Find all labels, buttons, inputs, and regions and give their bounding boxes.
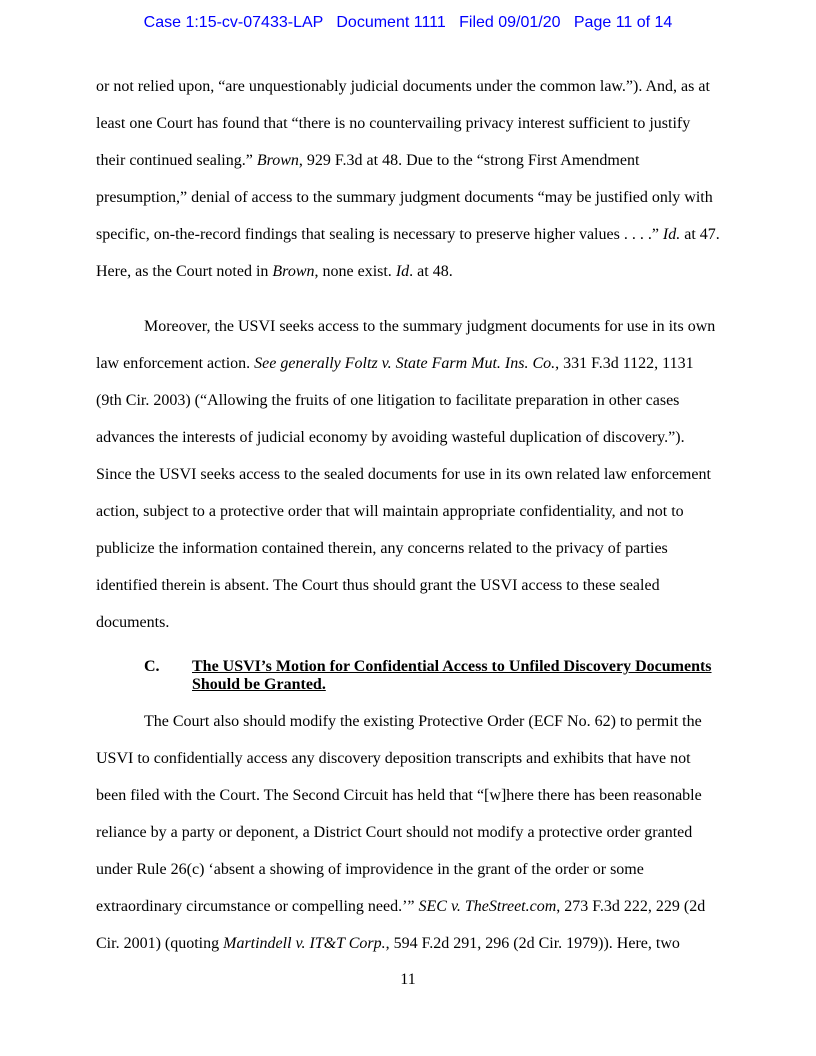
text-line [96, 142, 720, 179]
section-title-line: Should be Granted. [192, 676, 326, 693]
text-segment: law enforcement action. [96, 355, 255, 372]
case-citation: Brown [272, 263, 315, 280]
paragraph-3 [96, 703, 720, 962]
filed-date: Filed 09/01/20 [459, 14, 561, 31]
text-line [96, 253, 720, 290]
text-line: Since the USVI seeks access to the sealed documents for use in its own related law enforcement [96, 466, 711, 483]
text-line: advances the interests of judicial economy by avoiding wasteful duplication of discovery.”). [96, 429, 685, 446]
text-segment: , none exist. [314, 263, 396, 280]
text-line: or not relied upon, “are unquestionably judicial documents under the common law.”). And, as at [96, 78, 710, 95]
text-line [96, 925, 720, 962]
text-segment: Cir. 2001) (quoting [96, 935, 224, 952]
text-segment: , 331 F.3d 1122, 1131 [555, 355, 694, 372]
text-segment: , 594 F.2d 291, 296 (2d Cir. 1979)). Here, two [385, 935, 680, 952]
text-line: reliance by a party or deponent, a District Court should not modify a protective order granted [96, 824, 693, 841]
case-citation: SEC v. TheStreet.com [418, 898, 557, 915]
text-segment: specific, on-the-record findings that sealing is necessary to preserve higher values . . . .” [96, 226, 659, 243]
text-line: Moreover, the USVI seeks access to the summary judgment documents for use in its own [144, 318, 716, 335]
text-line: (9th Cir. 2003) (“Allowing the fruits of one litigation to facilitate preparation in other cases [96, 392, 680, 409]
case-citation: Id [395, 263, 410, 280]
paragraph-2 [96, 308, 720, 641]
text-line: under Rule 26(c) ‘absent a showing of improvidence in the grant of the order or some [96, 861, 644, 878]
case-citation: Martindell v. IT&T Corp. [223, 935, 386, 952]
document-number: Document 1111 [336, 14, 446, 31]
text-segment: their continued sealing.” [96, 152, 253, 169]
case-citation: Id. [662, 226, 681, 243]
text-segment: , 273 F.3d 222, 229 (2d [556, 898, 706, 915]
text-segment: , 929 F.3d at 48. Due to the “strong First Amendment [298, 152, 640, 169]
section-title-line: The USVI’s Motion for Confidential Access to Unfiled Discovery Documents [192, 658, 712, 675]
text-segment: Here, as the Court noted in [96, 263, 273, 280]
text-line [96, 216, 720, 253]
section-title [192, 658, 732, 694]
text-line: publicize the information contained therein, any concerns related to the privacy of parties [96, 540, 668, 557]
text-line: The Court also should modify the existing Protective Order (ECF No. 62) to permit the [144, 713, 702, 730]
text-line: action, subject to a protective order that will maintain appropriate confidentiality, and not to [96, 503, 684, 520]
text-line: least one Court has found that “there is no countervailing privacy interest sufficient to justify [96, 115, 691, 132]
case-header [0, 14, 816, 32]
text-line [96, 888, 720, 925]
text-line: USVI to confidentially access any discovery deposition transcripts and exhibits that have not [96, 750, 691, 767]
text-line: documents. [96, 614, 170, 631]
text-segment: extraordinary circumstance or compelling need.’” [96, 898, 419, 915]
paragraph-1 [96, 68, 720, 290]
text-line [96, 345, 720, 382]
text-segment: at 47. [680, 226, 720, 243]
case-number: Case 1:15-cv-07433-LAP [143, 14, 324, 31]
text-line: identified therein is absent. The Court thus should grant the USVI access to these sealed [96, 577, 660, 594]
section-letter: C. [144, 658, 160, 675]
text-line: been filed with the Court. The Second Circuit has held that “[w]here there has been reasonable [96, 787, 702, 804]
text-line: presumption,” denial of access to the summary judgment documents “may be justified only with [96, 189, 713, 206]
case-citation: Brown [256, 152, 299, 169]
case-citation: See generally Foltz v. State Farm Mut. Ins. Co. [254, 355, 556, 372]
page-number: 11 [400, 971, 416, 988]
text-segment: . at 48. [409, 263, 453, 280]
page-of-pages: Page 11 of 14 [573, 14, 673, 31]
